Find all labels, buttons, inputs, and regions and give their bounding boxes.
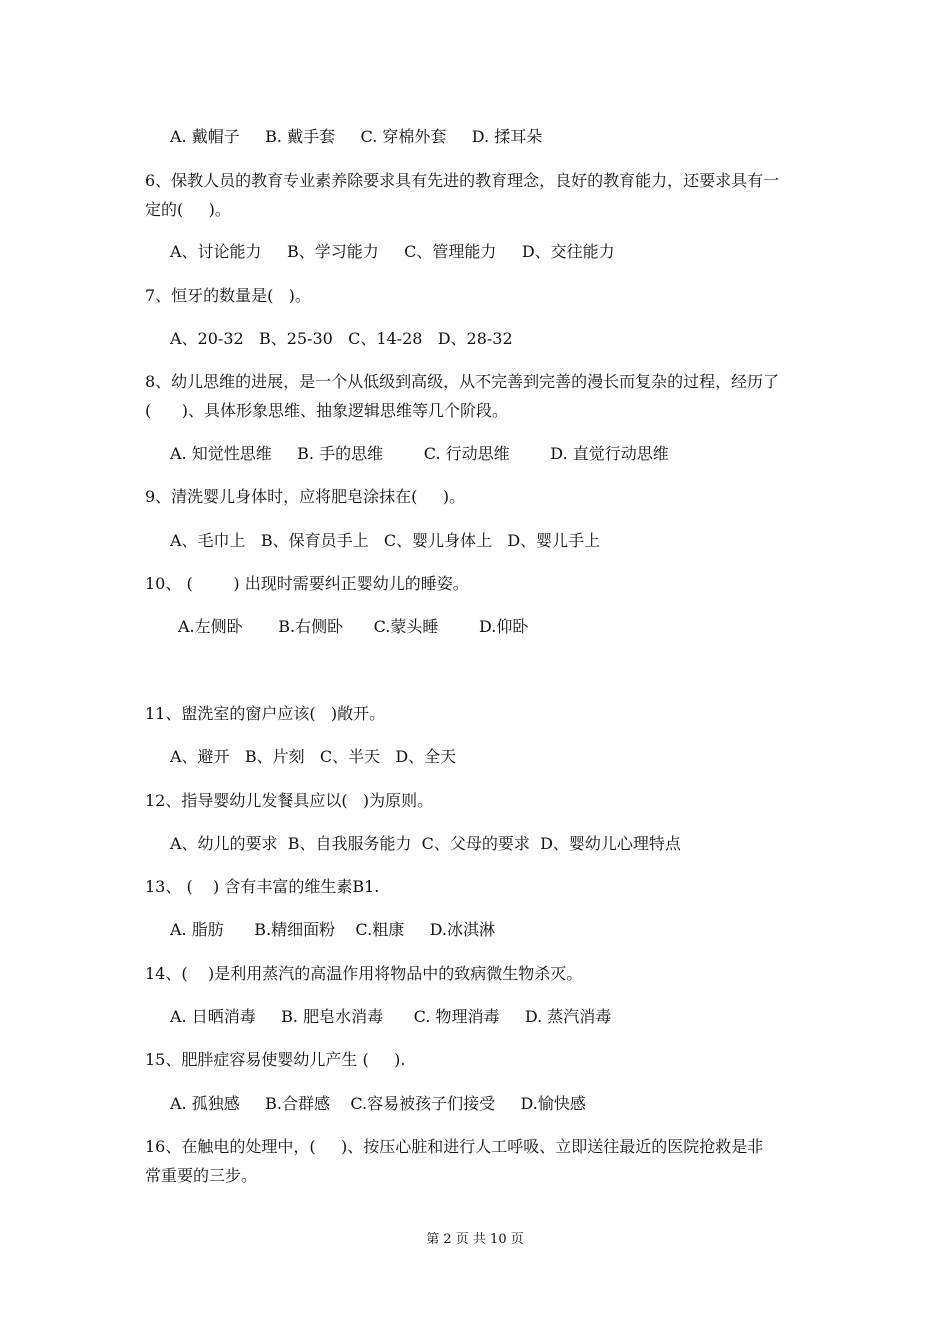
q7-options: A、20-32 B、25-30 C、14-28 D、28-32 (170, 329, 513, 348)
q12-options: A、幼儿的要求 B、自我服务能力 C、父母的要求 D、婴幼儿心理特点 (170, 834, 681, 853)
q12-text: 12、指导婴幼儿发餐具应以( )为原则。 (145, 791, 434, 810)
q14-text: 14、( )是利用蒸汽的高温作用将物品中的致病微生物杀灭。 (145, 964, 583, 983)
q8-options: A. 知觉性思维 B. 手的思维 C. 行动思维 D. 直觉行动思维 (170, 444, 669, 463)
q13-options: A. 脂肪 B.精细面粉 C.粗康 D.冰淇淋 (170, 920, 495, 939)
q13-text: 13、 ( ) 含有丰富的维生素B1. (145, 877, 380, 896)
q14-options: A. 日晒消毒 B. 肥皂水消毒 C. 物理消毒 D. 蒸汽消毒 (170, 1007, 612, 1026)
q5-options: A. 戴帽子 B. 戴手套 C. 穿棉外套 D. 揉耳朵 (170, 127, 543, 146)
q6-text-line2: 定的( )。 (145, 200, 231, 219)
q8-text-line2: ( )、具体形象思维、抽象逻辑思维等几个阶段。 (145, 401, 509, 420)
q11-options: A、避开 B、片刻 C、半天 D、全天 (170, 747, 457, 766)
page-footer: 第 2 页 共 10 页 (426, 1232, 524, 1247)
q16-text-line2: 常重要的三步。 (145, 1166, 258, 1185)
q15-text: 15、肥胖症容易使婴幼儿产生 ( ). (145, 1050, 406, 1069)
q8-text-line1: 8、幼儿思维的进展，是一个从低级到高级，从不完善到完善的漫长而复杂的过程，经历了 (145, 372, 780, 391)
q6-options: A、讨论能力 B、学习能力 C、管理能力 D、交往能力 (170, 242, 615, 261)
q7-text: 7、恒牙的数量是( )。 (145, 286, 311, 305)
q15-options: A. 孤独感 B.合群感 C.容易被孩子们接受 D.愉快感 (170, 1094, 586, 1113)
q9-text: 9、清洗婴儿身体时，应将肥皂涂抹在( )。 (145, 487, 466, 506)
q11-text: 11、盥洗室的窗户应该( )敞开。 (145, 704, 386, 723)
q9-options: A、毛巾上 B、保育员手上 C、婴儿身体上 D、婴儿手上 (170, 531, 601, 550)
q6-text-line1: 6、保教人员的教育专业素养除要求具有先进的教育理念，良好的教育能力，还要求具有一 (145, 171, 780, 190)
q10-options: A.左侧卧 B.右侧卧 C.蒙头睡 D.仰卧 (178, 617, 529, 636)
q10-text: 10、 ( ) 出现时需要纠正婴幼儿的睡姿。 (145, 574, 469, 593)
q16-text-line1: 16、在触电的处理中，( )、按压心脏和进行人工呼吸、立即送往最近的医院抢救是非 (145, 1137, 764, 1156)
